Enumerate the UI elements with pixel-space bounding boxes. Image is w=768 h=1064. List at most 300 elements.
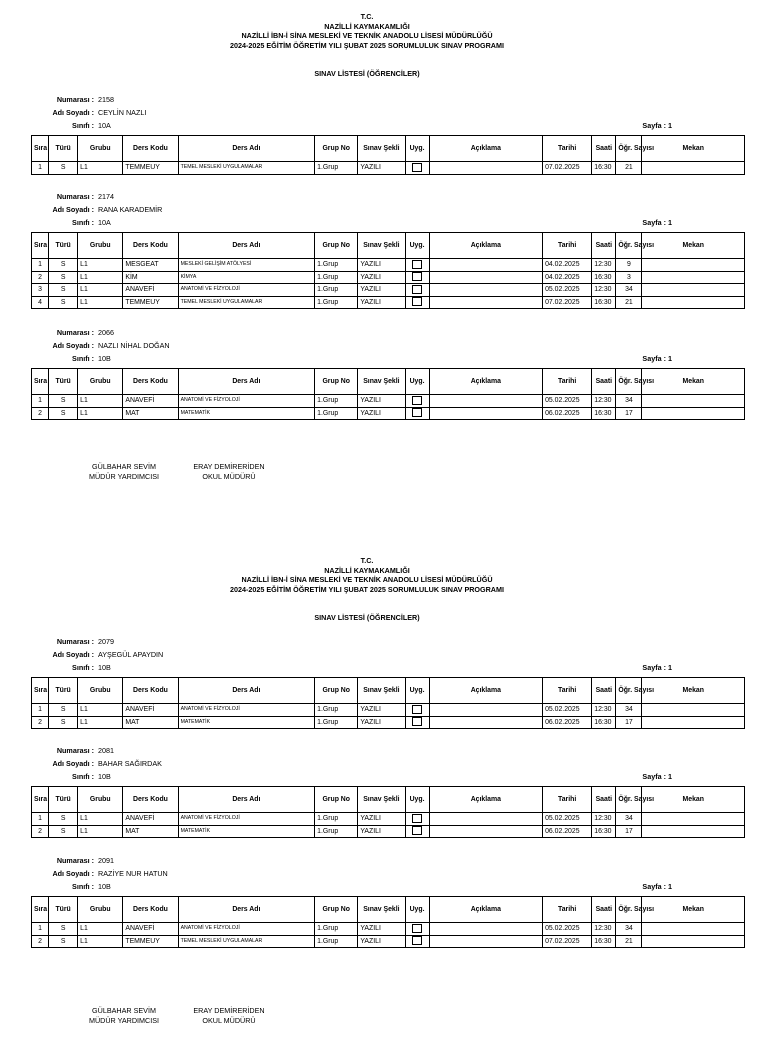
column-header: Uyg. (405, 897, 429, 923)
student-count (616, 716, 642, 729)
description (429, 162, 542, 175)
column-header: Tarihi (543, 136, 592, 162)
column-header: Sıra (32, 897, 49, 923)
course-name-text: TEMEL MESLEKİ UYGULAMALAR (180, 937, 263, 944)
exam-date (543, 825, 592, 838)
list-title: SINAV LİSTESİ (ÖĞRENCİLER) (314, 69, 420, 78)
location (642, 935, 745, 948)
signature-name: GÜLBAHAR SEVİM (92, 462, 156, 471)
exam-form-text: YAZILI (360, 286, 381, 294)
course-name-text: ANATOMİ VE FİZYOLOJİ (180, 925, 240, 932)
apply-cell (405, 259, 429, 272)
course-name (178, 162, 315, 175)
column-header: Uyg. (405, 678, 429, 704)
page-number: Sayfa : 1 (642, 882, 672, 891)
exam-type-text: S (60, 925, 66, 933)
student-count-text: 3 (626, 273, 631, 281)
student-sinif-value: 10B (98, 882, 111, 891)
course-code (123, 825, 178, 838)
column-header: Açıklama (429, 233, 542, 259)
row-number (32, 716, 49, 729)
group-no (315, 704, 358, 717)
course-name (178, 271, 315, 284)
exam-form-text: YAZILI (360, 397, 381, 405)
column-header: Türü (49, 897, 78, 923)
exam-date (543, 259, 592, 272)
apply-cell (405, 395, 429, 408)
row-number-text: 2 (38, 273, 42, 281)
table-row (32, 284, 745, 297)
column-header: Uyg. (405, 369, 429, 395)
course-name (178, 935, 315, 948)
exam-form-text: YAZILI (360, 925, 381, 933)
exam-form-text: YAZILI (360, 298, 381, 306)
exam-time (592, 271, 616, 284)
row-number (32, 395, 49, 408)
row-number (32, 296, 49, 309)
course-code-text: TEMMEUY (125, 164, 160, 172)
list-title: SINAV LİSTESİ (ÖĞRENCİLER) (314, 613, 420, 622)
course-name (178, 395, 315, 408)
row-number-text: 2 (38, 827, 42, 835)
student-count (616, 162, 642, 175)
apply-checkbox[interactable] (412, 297, 422, 306)
column-header: Saati (592, 678, 616, 704)
student-count-text: 34 (625, 286, 633, 294)
course-code-text: MAT (125, 718, 140, 726)
apply-cell (405, 407, 429, 420)
group-text: L1 (80, 409, 88, 417)
column-header: Tarihi (543, 678, 592, 704)
student-sinif-label: Sınıfı : (72, 882, 94, 891)
column-header: Açıklama (429, 897, 542, 923)
group-no-text: 1.Grup (317, 164, 339, 172)
table-row (32, 259, 745, 272)
column-header: Türü (49, 369, 78, 395)
column-header: Sınav Şekli (358, 136, 405, 162)
exam-type (49, 296, 78, 309)
column-header: Grup No (315, 233, 358, 259)
description (429, 923, 542, 936)
course-code-text: TEMMEUY (125, 937, 160, 945)
exam-date-text: 07.02.2025 (545, 164, 580, 172)
apply-checkbox[interactable] (412, 408, 422, 417)
exam-time (592, 825, 616, 838)
course-name-text: MATEMATİK (180, 409, 211, 416)
course-code (123, 813, 178, 826)
row-number (32, 813, 49, 826)
apply-cell (405, 923, 429, 936)
exam-type (49, 813, 78, 826)
student-count (616, 395, 642, 408)
exam-time-text: 16:30 (594, 164, 612, 172)
row-number (32, 407, 49, 420)
exam-time (592, 704, 616, 717)
exam-form (358, 296, 405, 309)
exam-table (31, 135, 745, 175)
exam-time-text: 12:30 (594, 925, 612, 933)
exam-time-text: 16:30 (594, 409, 612, 417)
column-header: Mekan (642, 897, 745, 923)
exam-time-text: 12:30 (594, 815, 612, 823)
exam-form (358, 935, 405, 948)
description (429, 825, 542, 838)
column-header: Sıra (32, 233, 49, 259)
group-no-text: 1.Grup (317, 286, 339, 294)
column-header: Öğr. Sayısı (616, 369, 642, 395)
report-header (0, 556, 734, 594)
location (642, 825, 745, 838)
apply-checkbox[interactable] (412, 260, 422, 269)
exam-form-text: YAZILI (360, 937, 381, 945)
group-text: L1 (80, 261, 88, 269)
column-header: Saati (592, 369, 616, 395)
column-header: Ders Kodu (123, 369, 178, 395)
apply-checkbox[interactable] (412, 163, 422, 172)
course-code (123, 716, 178, 729)
column-header: Sıra (32, 136, 49, 162)
table-row (32, 271, 745, 284)
exam-form (358, 825, 405, 838)
column-header: Uyg. (405, 233, 429, 259)
column-header: Grup No (315, 897, 358, 923)
group-no (315, 271, 358, 284)
exam-form-text: YAZILI (360, 718, 381, 726)
group-text: L1 (80, 298, 88, 306)
student-count (616, 407, 642, 420)
apply-cell (405, 813, 429, 826)
apply-cell (405, 271, 429, 284)
group (78, 162, 123, 175)
exam-time-text: 16:30 (594, 718, 612, 726)
exam-type (49, 395, 78, 408)
row-number (32, 284, 49, 297)
course-name-text: MESLEKİ GELİŞİM ATÖLYESİ (180, 261, 252, 268)
apply-cell (405, 162, 429, 175)
student-count-text: 21 (625, 937, 633, 945)
column-header: Sınav Şekli (358, 369, 405, 395)
student-count (616, 296, 642, 309)
report-page (0, 544, 768, 1064)
student-sinif-label: Sınıfı : (72, 663, 94, 672)
exam-date-text: 06.02.2025 (545, 409, 580, 417)
student-ad_soyad-label: Adı Soyadı : (52, 108, 94, 117)
exam-time (592, 935, 616, 948)
column-header: Açıklama (429, 136, 542, 162)
course-name (178, 923, 315, 936)
course-name-text: ANATOMİ VE FİZYOLOJİ (180, 286, 240, 293)
row-number-text: 2 (38, 409, 42, 417)
row-number-text: 4 (38, 298, 42, 306)
column-header: Açıklama (429, 787, 542, 813)
description (429, 716, 542, 729)
apply-checkbox[interactable] (412, 717, 422, 726)
table-row (32, 407, 745, 420)
group-no (315, 296, 358, 309)
student-numara-label: Numarası : (56, 95, 94, 104)
exam-form-text: YAZILI (360, 827, 381, 835)
column-header: Saati (592, 136, 616, 162)
exam-type-text: S (60, 298, 66, 306)
row-number (32, 162, 49, 175)
exam-time-text: 16:30 (594, 827, 612, 835)
course-name (178, 407, 315, 420)
header-line1: T.C. (360, 12, 374, 21)
course-name (178, 704, 315, 717)
exam-time-text: 12:30 (594, 261, 612, 269)
course-code-text: MAT (125, 827, 140, 835)
group (78, 259, 123, 272)
group (78, 271, 123, 284)
student-sinif-value: 10A (98, 218, 111, 227)
column-header: Tarihi (543, 787, 592, 813)
exam-type-text: S (60, 164, 66, 172)
exam-type-text: S (60, 706, 66, 714)
exam-table (31, 368, 745, 420)
table-row (32, 935, 745, 948)
student-numara-label: Numarası : (56, 192, 94, 201)
exam-form (358, 162, 405, 175)
group-text: L1 (80, 815, 88, 823)
student-count-text: 21 (625, 164, 633, 172)
exam-form (358, 407, 405, 420)
location (642, 704, 745, 717)
student-numara-value: 2066 (98, 328, 114, 337)
student-count (616, 284, 642, 297)
row-number (32, 271, 49, 284)
exam-date (543, 704, 592, 717)
column-header: Grubu (78, 787, 123, 813)
course-name (178, 825, 315, 838)
column-header: Ders Adı (178, 897, 315, 923)
exam-time (592, 716, 616, 729)
course-code-text: ANAVEFİ (125, 706, 155, 714)
column-header: Grup No (315, 136, 358, 162)
exam-type (49, 923, 78, 936)
course-code (123, 395, 178, 408)
column-header: Ders Adı (178, 787, 315, 813)
exam-form (358, 923, 405, 936)
group (78, 407, 123, 420)
table-row (32, 813, 745, 826)
column-header: Grubu (78, 233, 123, 259)
exam-table (31, 896, 745, 948)
column-header: Mekan (642, 136, 745, 162)
column-header: Tarihi (543, 369, 592, 395)
table-row (32, 162, 745, 175)
header-line3: NAZİLLİ İBN-İ SİNA MESLEKİ VE TEKNİK ANADOLU LİSESİ MÜDÜRLÜĞÜ (241, 575, 493, 585)
exam-table (31, 232, 745, 309)
course-code-text: TEMMEUY (125, 298, 160, 306)
column-header: Türü (49, 233, 78, 259)
row-number-text: 1 (38, 925, 42, 933)
exam-type-text: S (60, 815, 66, 823)
student-sinif-value: 10B (98, 663, 111, 672)
group-no (315, 825, 358, 838)
exam-table (31, 786, 745, 838)
group (78, 813, 123, 826)
exam-type (49, 825, 78, 838)
course-name-text: TEMEL MESLEKİ UYGULAMALAR (180, 298, 263, 305)
exam-type-text: S (60, 273, 66, 281)
location (642, 923, 745, 936)
exam-time (592, 407, 616, 420)
column-header: Saati (592, 787, 616, 813)
course-name (178, 296, 315, 309)
student-count (616, 704, 642, 717)
exam-type (49, 259, 78, 272)
exam-type-text: S (60, 718, 66, 726)
group-no-text: 1.Grup (317, 273, 339, 281)
student-sinif-label: Sınıfı : (72, 121, 94, 130)
exam-type-text: S (60, 409, 66, 417)
course-code-text: ANAVEFİ (125, 397, 155, 405)
student-sinif-value: 10B (98, 354, 111, 363)
exam-type (49, 935, 78, 948)
apply-checkbox[interactable] (412, 826, 422, 835)
exam-type-text: S (60, 937, 66, 945)
column-header: Tarihi (543, 897, 592, 923)
column-header: Sınav Şekli (358, 678, 405, 704)
student-count (616, 813, 642, 826)
exam-date-text: 06.02.2025 (545, 718, 580, 726)
group-text: L1 (80, 286, 88, 294)
group (78, 935, 123, 948)
student-count (616, 923, 642, 936)
student-ad_soyad-value: BAHAR SAĞIRDAK (98, 759, 162, 768)
column-header: Türü (49, 787, 78, 813)
group-no (315, 923, 358, 936)
group-no (315, 813, 358, 826)
student-count-text: 17 (625, 827, 633, 835)
column-header: Öğr. Sayısı (616, 233, 642, 259)
signature-title: OKUL MÜDÜRÜ (202, 1016, 256, 1025)
student-numara-label: Numarası : (56, 637, 94, 646)
student-count-text: 21 (625, 298, 633, 306)
exam-time (592, 813, 616, 826)
row-number (32, 935, 49, 948)
column-header: Uyg. (405, 136, 429, 162)
exam-form-text: YAZILI (360, 815, 381, 823)
apply-checkbox[interactable] (412, 285, 422, 294)
row-number-text: 1 (38, 815, 42, 823)
course-code (123, 284, 178, 297)
student-count (616, 259, 642, 272)
group-no (315, 395, 358, 408)
page-number: Sayfa : 1 (642, 218, 672, 227)
group (78, 716, 123, 729)
column-header: Grubu (78, 897, 123, 923)
apply-checkbox[interactable] (412, 814, 422, 823)
group-no-text: 1.Grup (317, 827, 339, 835)
apply-cell (405, 704, 429, 717)
student-numara-value: 2079 (98, 637, 114, 646)
exam-time (592, 284, 616, 297)
page-number: Sayfa : 1 (642, 121, 672, 130)
description (429, 296, 542, 309)
group (78, 825, 123, 838)
apply-checkbox[interactable] (412, 705, 422, 714)
row-number-text: 2 (38, 937, 42, 945)
course-code (123, 935, 178, 948)
exam-date (543, 923, 592, 936)
course-code (123, 923, 178, 936)
header-line4: 2024-2025 EĞİTİM ÖĞRETİM YILI ŞUBAT 2025 SORUMLULUK SINAV PROGRAMI (230, 584, 504, 594)
signature-name: GÜLBAHAR SEVİM (92, 1006, 156, 1015)
course-name-text: KİMYA (180, 273, 197, 280)
description (429, 935, 542, 948)
student-sinif-value: 10B (98, 772, 111, 781)
description (429, 813, 542, 826)
apply-checkbox[interactable] (412, 924, 422, 933)
column-header: Açıklama (429, 678, 542, 704)
exam-date-text: 05.02.2025 (545, 815, 580, 823)
course-code (123, 296, 178, 309)
student-count-text: 34 (625, 925, 633, 933)
group-text: L1 (80, 164, 88, 172)
group-no-text: 1.Grup (317, 706, 339, 714)
student-ad_soyad-value: RANA KARADEMİR (98, 205, 163, 214)
apply-checkbox[interactable] (412, 936, 422, 945)
location (642, 407, 745, 420)
page-number: Sayfa : 1 (642, 663, 672, 672)
group-no (315, 935, 358, 948)
exam-form-text: YAZILI (360, 261, 381, 269)
exam-date (543, 271, 592, 284)
exam-form (358, 271, 405, 284)
column-header: Öğr. Sayısı (616, 678, 642, 704)
student-ad_soyad-label: Adı Soyadı : (52, 869, 94, 878)
column-header: Sıra (32, 369, 49, 395)
exam-date (543, 935, 592, 948)
student-count (616, 935, 642, 948)
group (78, 704, 123, 717)
column-header: Türü (49, 678, 78, 704)
apply-checkbox[interactable] (412, 396, 422, 405)
apply-checkbox[interactable] (412, 272, 422, 281)
exam-time (592, 395, 616, 408)
column-header: Türü (49, 136, 78, 162)
student-numara-value: 2091 (98, 856, 114, 865)
column-header: Ders Adı (178, 136, 315, 162)
row-number-text: 3 (38, 286, 42, 294)
student-count-text: 34 (625, 706, 633, 714)
student-ad_soyad-value: RAZİYE NUR HATUN (98, 869, 168, 878)
exam-type (49, 284, 78, 297)
group-no-text: 1.Grup (317, 261, 339, 269)
column-header: Sınav Şekli (358, 897, 405, 923)
column-header: Sınav Şekli (358, 233, 405, 259)
student-ad_soyad-label: Adı Soyadı : (52, 650, 94, 659)
course-code (123, 704, 178, 717)
exam-type (49, 407, 78, 420)
column-header: Ders Adı (178, 369, 315, 395)
group-text: L1 (80, 925, 88, 933)
exam-date-text: 05.02.2025 (545, 706, 580, 714)
exam-type-text: S (60, 397, 66, 405)
column-header: Sıra (32, 678, 49, 704)
student-count (616, 271, 642, 284)
course-name-text: ANATOMİ VE FİZYOLOJİ (180, 706, 240, 713)
exam-time-text: 16:30 (594, 273, 612, 281)
course-name (178, 284, 315, 297)
apply-cell (405, 296, 429, 309)
exam-table (31, 677, 745, 729)
signature-vice-principal (72, 462, 176, 482)
location (642, 271, 745, 284)
apply-cell (405, 825, 429, 838)
column-header: Sınav Şekli (358, 787, 405, 813)
